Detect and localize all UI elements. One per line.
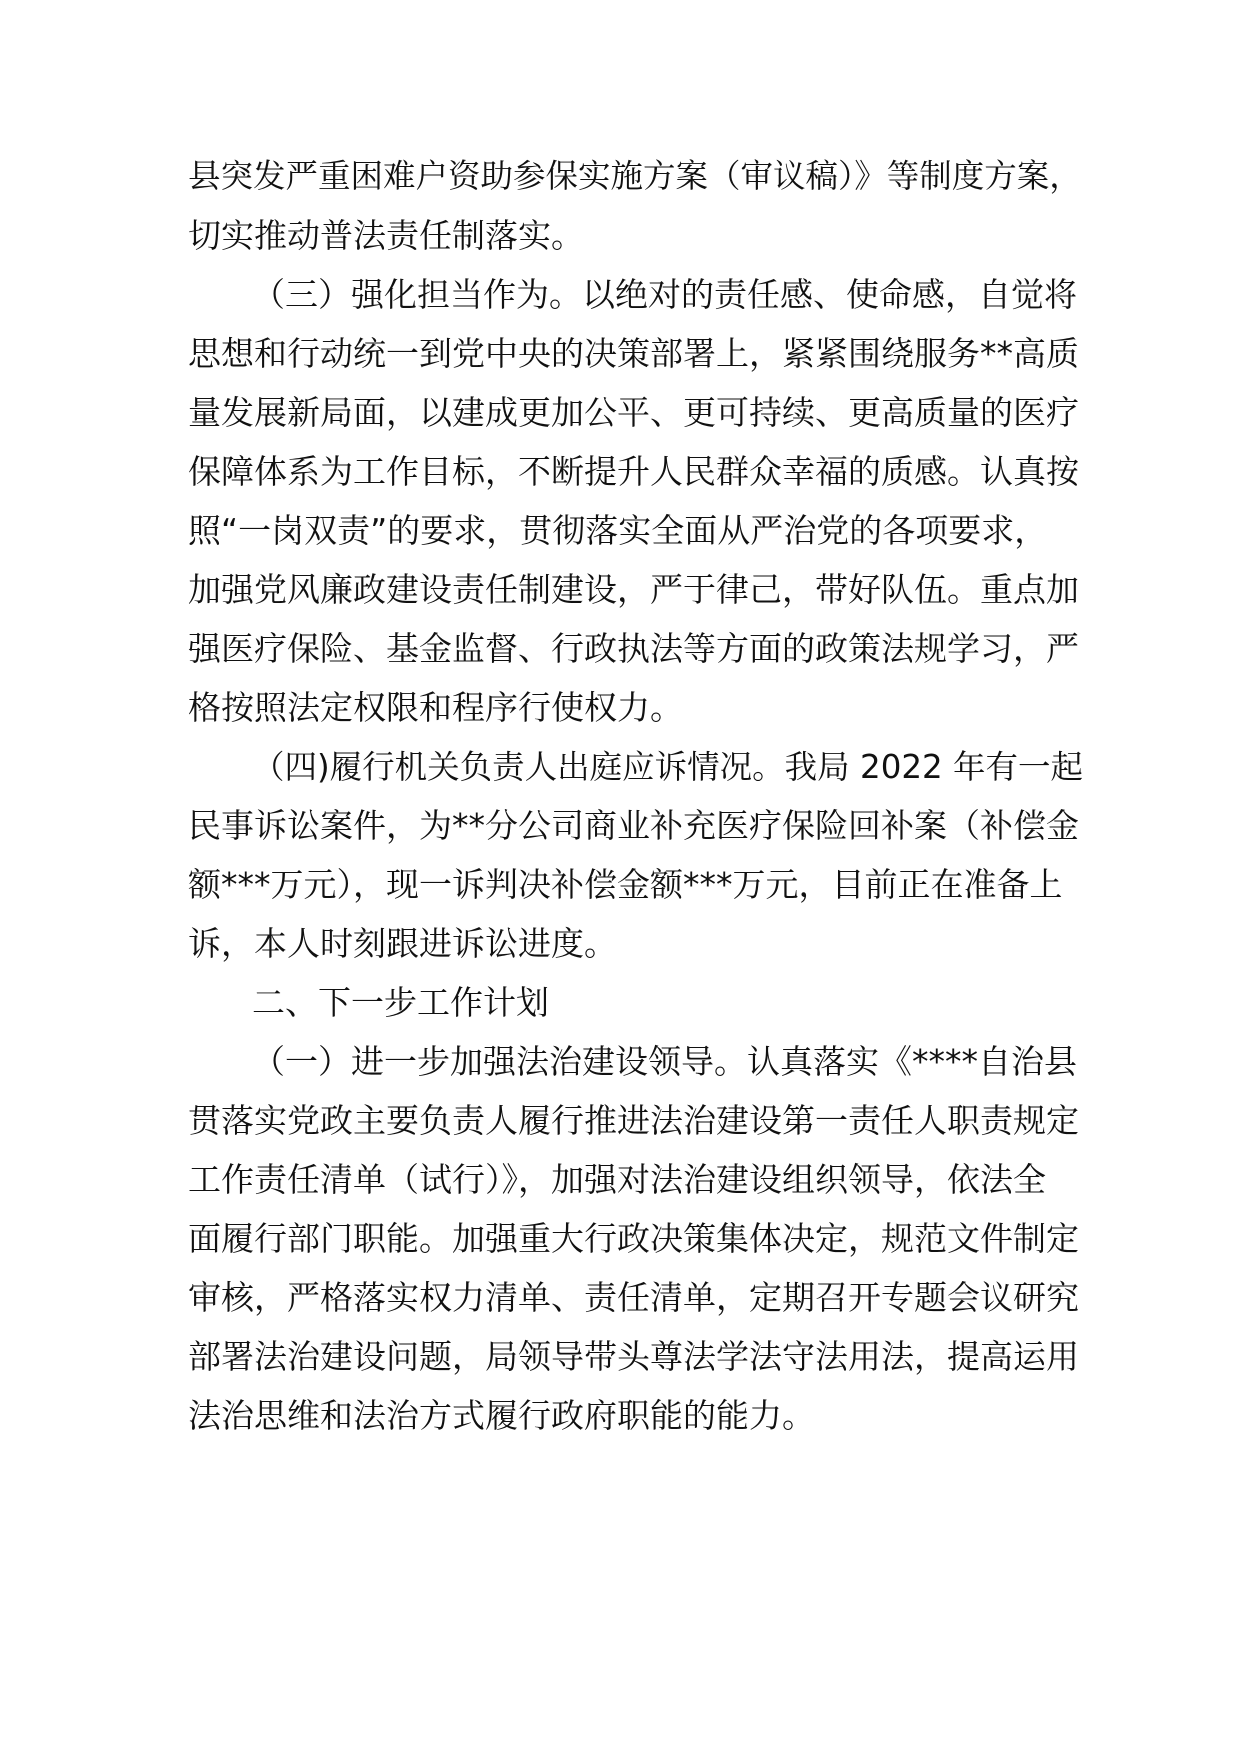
text-line-7: 照“一岗双责”的要求，贯彻落实全面从严治党的各项要求，: [188, 511, 1048, 550]
text-line-11: （四)履行机关负责人出庭应诉情况。我局 2022 年有一起: [252, 748, 1084, 786]
text-line-1: 县突发严重困难户资助参保实施方案（审议稿）》等制度方案，: [188, 157, 1082, 195]
text-line-10: 格按照法定权限和程序行使权力。: [188, 688, 683, 727]
text-line-22: 法治思维和法治方式履行政府职能的能力。: [188, 1396, 815, 1435]
text-line-9: 强医疗保险、基金监督、行政执法等方面的政策法规学习，严: [188, 629, 1079, 668]
text-line-18: 工作责任清单（试行）》，加强对法治建设组织领导，依法全: [188, 1160, 1046, 1199]
text-line-6: 保障体系为工作目标，不断提升人民群众幸福的质感。认真按: [188, 452, 1079, 491]
text-line-20: 审核，严格落实权力清单、责任清单，定期召开专题会议研究: [188, 1278, 1079, 1317]
text-line-4: 思想和行动统一到党中央的决策部署上，紧紧围绕服务**高质: [188, 334, 1079, 373]
text-line-8: 加强党风廉政建设责任制建设，严于律己，带好队伍。重点加: [188, 570, 1079, 609]
text-line-21: 部署法治建设问题，局领导带头尊法学法守法用法，提高运用: [188, 1337, 1079, 1376]
text-line-14: 诉，本人时刻跟进诉讼进度。: [188, 924, 617, 963]
text-line-3: （三）强化担当作为。以绝对的责任感、使命感，自觉将: [252, 275, 1077, 314]
text-line-12: 民事诉讼案件，为**分公司商业补充医疗保险回补案（补偿金: [188, 806, 1079, 845]
text-line-2: 切实推动普法责任制落实。: [188, 216, 584, 255]
text-line-19: 面履行部门职能。加强重大行政决策集体决定，规范文件制定: [188, 1219, 1079, 1258]
text-line-17: 贯落实党政主要负责人履行推进法治建设第一责任人职责规定: [188, 1101, 1079, 1140]
text-line-16: （一）进一步加强法治建设领导。认真落实《****自治县: [252, 1042, 1077, 1081]
text-line-5: 量发展新局面，以建成更加公平、更可持续、更高质量的医疗: [188, 393, 1079, 432]
section-heading-next-steps: 二、下一步工作计划: [252, 983, 549, 1022]
text-line-13: 额***万元），现一诉判决补偿金额***万元，目前正在准备上: [188, 865, 1063, 904]
